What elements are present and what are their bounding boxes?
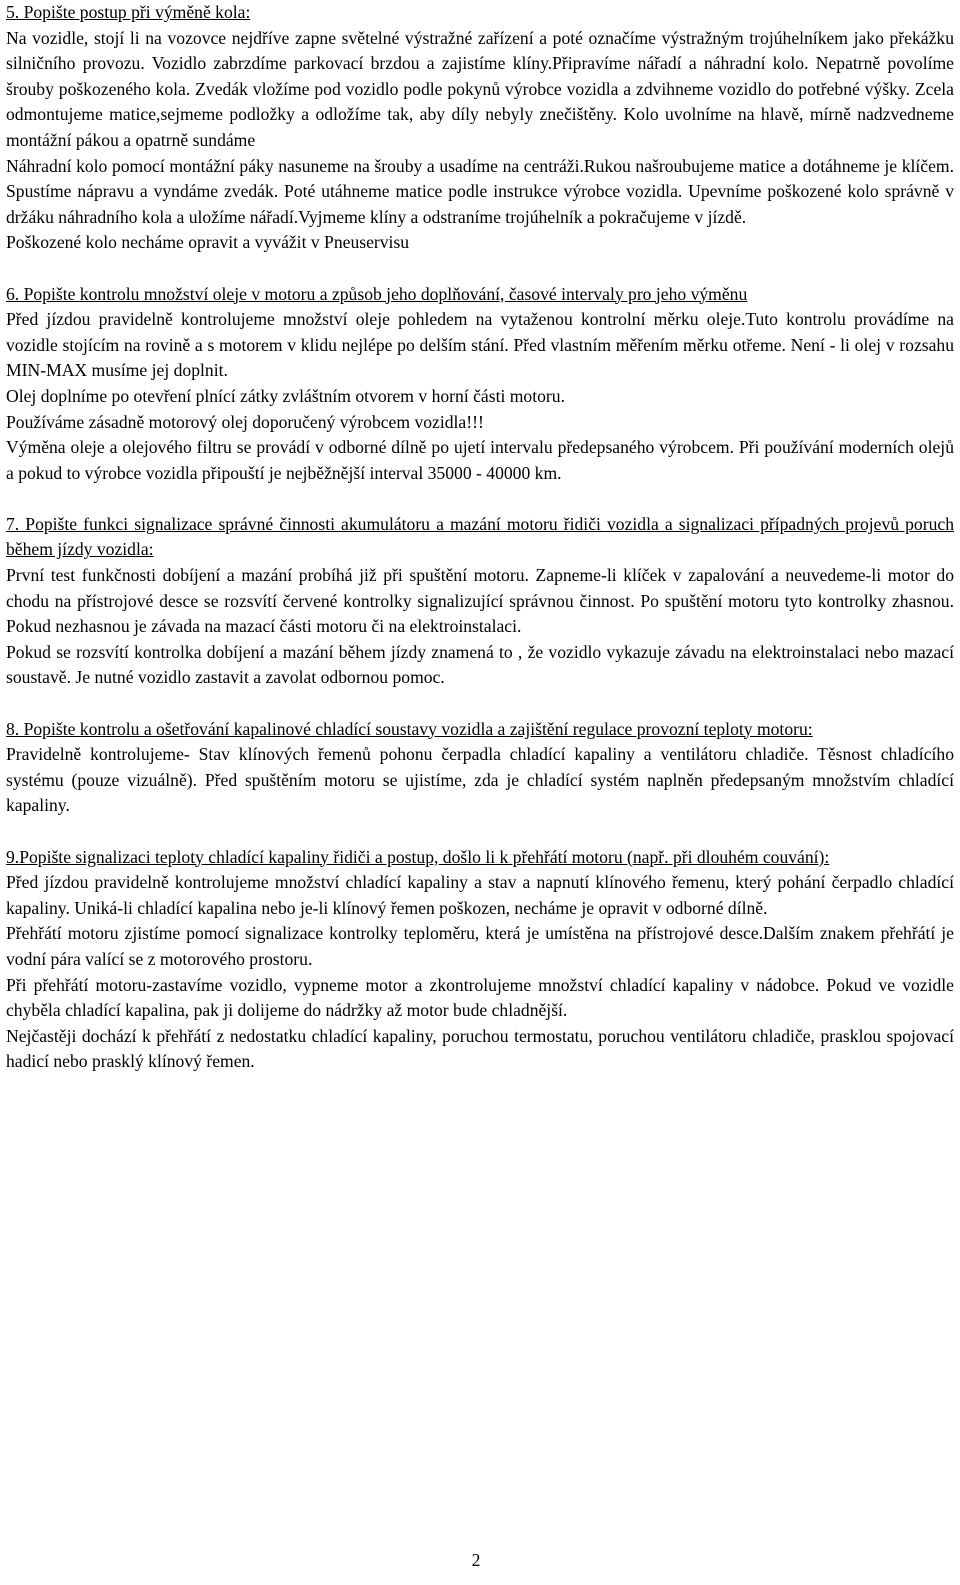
section-8 (6, 717, 954, 819)
paragraph: Náhradní kolo pomocí montážní páky nasuneme na šrouby a usadíme na centráži.Rukou našroubujeme matice a dotáhneme je klíčem. Spustíme nápravu a vyndáme zvedák. Poté utáhneme matice podle instrukce výrobce vozidla. Upevníme poškozené kolo správně v držáku náhradního kola a uložíme nářadí.Vyjmeme klíny a odstraníme trojúhelník a pokračujeme v jízdě. (6, 155, 954, 227)
page-number-text: 2 (471, 1550, 481, 1570)
paragraph: Před jízdou pravidelně kontrolujeme množství chladící kapaliny a stav a napnutí klínového řemenu, který pohání čerpadlo chladící kapaliny. Uniká-li chladící kapalina nebo je-li klínový řemen poškozen, necháme je opravit v odborné dílně. (6, 872, 954, 918)
section-5 (6, 0, 954, 256)
paragraph: Při přehřátí motoru-zastavíme vozidlo, vypneme motor a zkontrolujeme množství chladící kapaliny v nádobce. Pokud ve vozidle chyběla chladící kapalina, pak ji dolijeme do nádržky až motor bude chladnější. (6, 974, 954, 1021)
paragraph: Přehřátí motoru zjistíme pomocí signalizace kontrolky teploměru, která je umístěna na přístrojové desce.Dalším znakem přehřátí je vodní pára valící se z motorového prostoru. (6, 923, 954, 969)
page-number (0, 1548, 960, 1574)
paragraph: Poškozené kolo necháme opravit a vyvážit v Pneuservisu (6, 232, 410, 253)
paragraph: Na vozidle, stojí li na vozovce nejdříve zapne světelné výstražné zařízení a poté označíme výstražným trojúhelníkem jako překážku silničního provozu. Vozidlo zabrzdíme parkovací brzdou a zajistíme klíny.Připravíme nářadí a náhradní kolo. Nepatrně povolíme šrouby poškozeného kola. Zvedák vložíme pod vozidlo podle pokynů výrobce vozidla a zdvihneme vozidlo do potřebné výšky. Zcela odmontujeme matice,sejmeme podložky a odložíme tak, aby díly nebyly znečištěny. Kolo uvolníme na hlavě, mírně nadzvedneme montážní pákou a opatrně sundáme (6, 27, 954, 150)
section-heading: 6. Popište kontrolu množství oleje v motoru a způsob jeho doplňování, časové intervaly pro jeho výměnu (6, 283, 748, 304)
section-heading: 7. Popište funkci signalizace správné činnosti akumulátoru a mazání motoru řidiči vozidla a signalizaci případných projevů poruch během jízdy vozidla: (6, 513, 954, 560)
section-9 (6, 845, 954, 1075)
paragraph: Pravidelně kontrolujeme- Stav klínových řemenů pohonu čerpadla chladící kapaliny a ventilátoru chladiče. Těsnost chladícího systému (pouze vizuálně). Před spuštěním motoru se ujistíme, zda je chladící systém naplněn předepsaným množstvím chladící kapaliny. (6, 744, 954, 816)
paragraph: Nejčastěji dochází k přehřátí z nedostatku chladící kapaliny, poruchou termostatu, poruchou ventilátoru chladiče, prasklou spojovací hadicí nebo prasklý klínový řemen. (6, 1025, 954, 1072)
paragraph: Pokud se rozsvítí kontrolka dobíjení a mazání během jízdy znamená to , že vozidlo vykazuje závadu na elektroinstalaci nebo mazací soustavě. Je nutné vozidlo zastavit a zavolat odbornou pomoc. (6, 641, 954, 688)
paragraph: První test funkčnosti dobíjení a mazání probíhá již při spuštění motoru. Zapneme-li klíček v zapalování a neuvedeme-li motor do chodu na přístrojové desce se rozsvítí červené kontrolky signalizující správnou činnost. Po spuštění motoru tyto kontrolky zhasnou. Pokud nezhasnou je závada na mazací části motoru či na elektroinstalaci. (6, 565, 954, 637)
section-7 (6, 512, 954, 691)
section-spacer (6, 819, 954, 845)
section-heading: 8. Popište kontrolu a ošetřování kapalinové chladící soustavy vozidla a zajištění regulace provozní teploty motoru: (6, 718, 813, 739)
section-heading: 9.Popište signalizaci teploty chladící kapaliny řidiči a postup, došlo li k přehřátí motoru (např. při dlouhém couvání): (6, 846, 830, 867)
paragraph: Olej doplníme po otevření plnící zátky zvláštním otvorem v horní části motoru. (6, 385, 565, 406)
paragraph: Používáme zásadně motorový olej doporučený výrobcem vozidla!!! (6, 411, 484, 432)
section-heading: 5. Popište postup při výměně kola: (6, 2, 251, 22)
section-6 (6, 282, 954, 487)
section-spacer (6, 256, 954, 282)
paragraph: Výměna oleje a olejového filtru se provádí v odborné dílně po ujetí intervalu předepsaného výrobcem. Při používání moderních olejů a pokud to výrobce vozidla připouští je nejběžnější interval 35000 - 40000 km. (6, 437, 954, 483)
section-spacer (6, 486, 954, 512)
document-page (6, 0, 954, 1075)
section-spacer (6, 691, 954, 717)
paragraph: Před jízdou pravidelně kontrolujeme množství oleje pohledem na vytaženou kontrolní měrku oleje.Tuto kontrolu provádíme na vozidle stojícím na rovině a s motorem v klidu nejlépe po delším stání. Před vlastním měřením měrku otřeme. Není - li olej v rozsahu MIN-MAX musíme jej doplnit. (6, 309, 954, 381)
